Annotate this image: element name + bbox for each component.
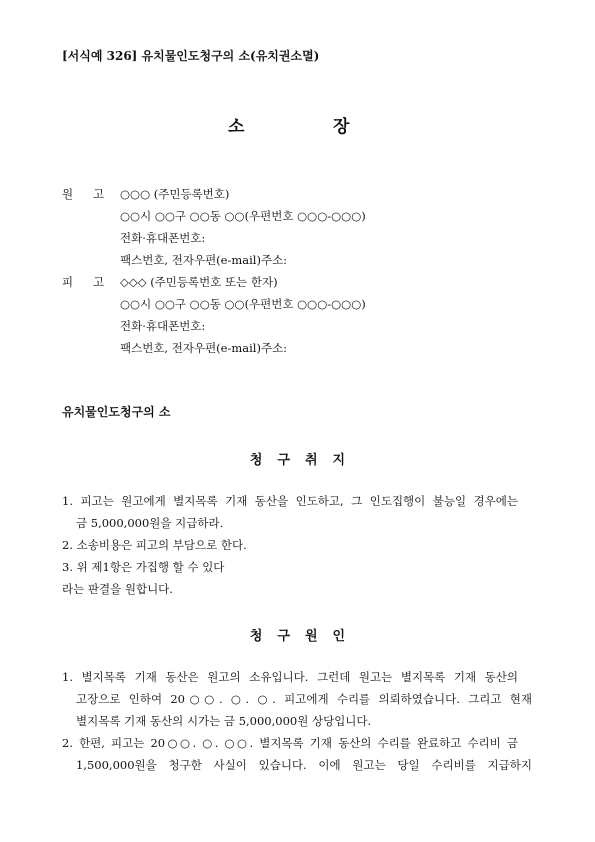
plaintiff-address: ○○시 ○○구 ○○동 ○○(우편번호 ○○○-○○○)	[120, 209, 366, 223]
defendant-name: ◇◇◇ (주민등록번호 또는 한자)	[120, 275, 278, 289]
plaintiff-role-label: 원 고	[62, 187, 105, 201]
defendant-role-label: 피 고	[62, 275, 105, 289]
plaintiff-name: ○○○ (주민등록번호)	[120, 187, 230, 201]
claim-cause-heading: 청구원인	[249, 629, 361, 644]
claim-cause-item-1-line-2: 고장으로 인하여 20○○. ○. ○. 피고에게 수리를 의뢰하였습니다. 그리고 현재	[76, 692, 532, 706]
claim-cause-item-2-line-1: 2. 한편, 피고는 20○○. ○. ○○. 별지목록 기재 동산의 수리를 완료하고 수리비 금	[62, 736, 518, 750]
defendant-fax-email: 팩스번호, 전자우편(e-mail)주소:	[120, 341, 288, 355]
claim-purpose-item-1-line-2: 금 5,000,000원을 지급하라.	[76, 516, 224, 530]
claim-cause-item-1-line-1: 1. 별지목록 기재 동산은 원고의 소유입니다. 그런데 원고는 별지목록 기재 동산의	[62, 670, 518, 684]
claim-purpose-heading: 청구취지	[249, 453, 361, 468]
claim-cause-item-1-line-3: 별지목록 기재 동산의 시가는 금 5,000,000원 상당입니다.	[76, 714, 372, 728]
defendant-phone: 전화·휴대폰번호:	[120, 319, 206, 333]
claim-cause-item-2-line-2: 1,500,000원을 청구한 사실이 있습니다. 이에 원고는 당일 수리비를 지급하지	[76, 758, 532, 772]
claim-purpose-item-2: 2. 소송비용은 피고의 부담으로 한다.	[62, 538, 247, 552]
claim-purpose-item-3: 3. 위 제1항은 가집행 할 수 있다	[62, 560, 225, 574]
document-title-char-1: 소	[228, 117, 245, 137]
plaintiff-phone: 전화·휴대폰번호:	[120, 231, 206, 245]
form-title: [서식예 326] 유치물인도청구의 소(유치권소멸)	[62, 49, 320, 63]
case-name: 유치물인도청구의 소	[62, 405, 171, 419]
claim-purpose-item-1-line-1: 1. 피고는 원고에게 별지목록 기재 동산을 인도하고, 그 인도집행이 불능일 경우에는	[62, 494, 518, 508]
document-title-char-2: 장	[333, 117, 350, 137]
claim-purpose-closing: 라는 판결을 원합니다.	[62, 582, 173, 596]
plaintiff-fax-email: 팩스번호, 전자우편(e-mail)주소:	[120, 253, 288, 267]
defendant-address: ○○시 ○○구 ○○동 ○○(우편번호 ○○○-○○○)	[120, 297, 366, 311]
